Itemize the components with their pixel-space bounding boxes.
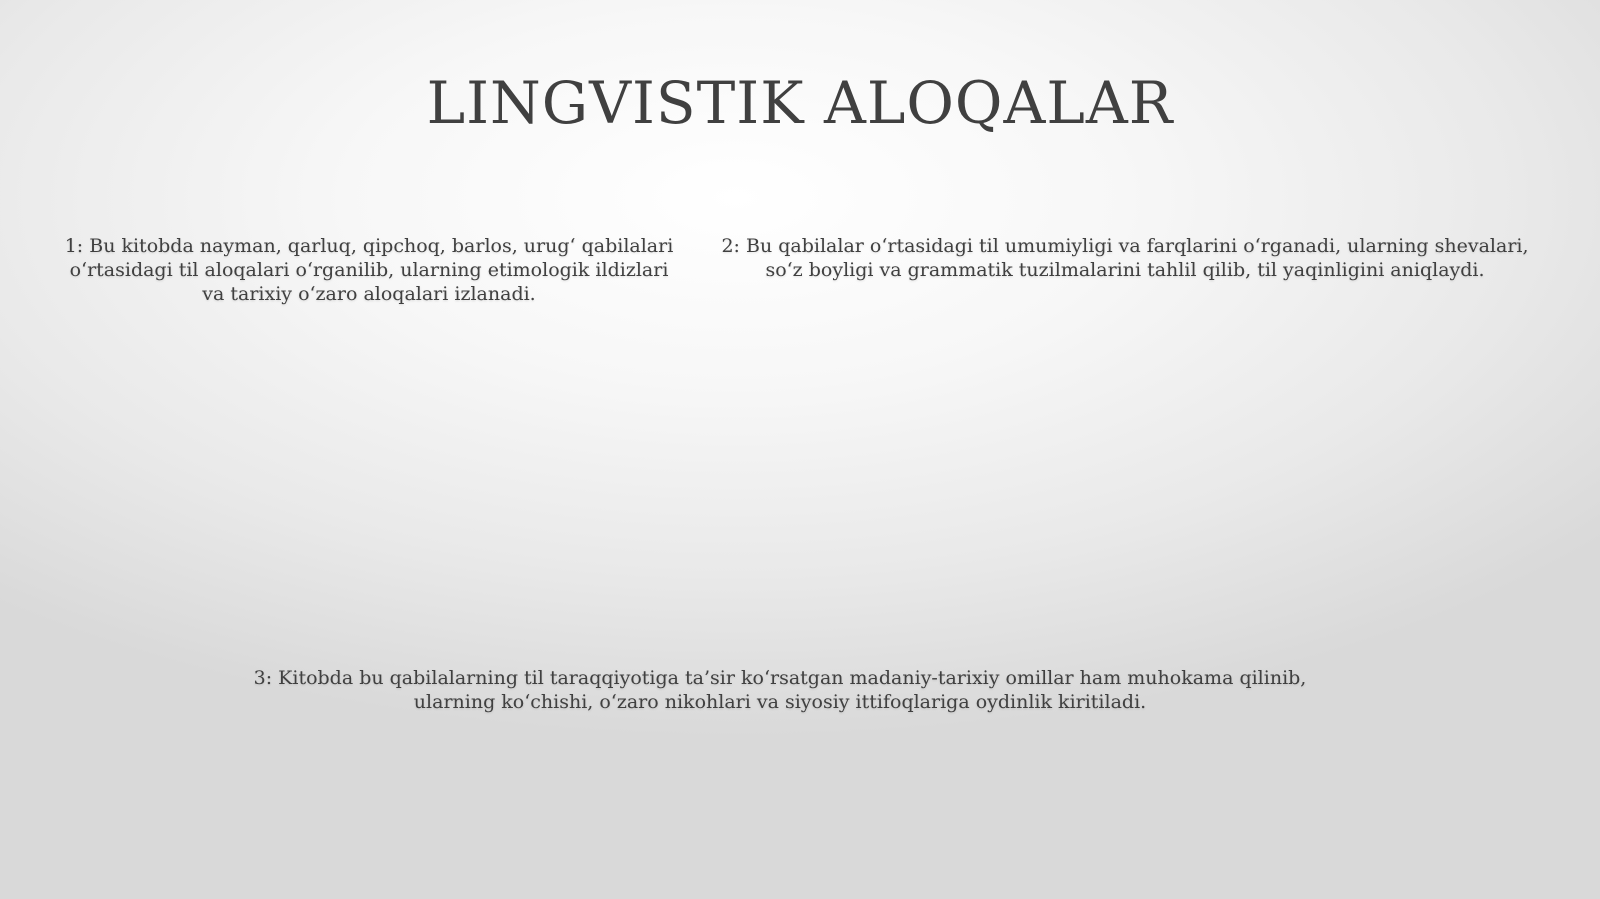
slide-text-point-1: 1: Bu kitobda nayman, qarluq, qipchoq, barlos, urug‘ qabilalari o‘rtasidagi til aloqalari o‘rganilib, ularning etimologik ildizlari va tarixiy o‘zaro aloqalari izlanadi. (64, 235, 674, 305)
slide-title: LINGVISTIK ALOQALAR (426, 69, 1174, 137)
slide-text-point-3: 3: Kitobda bu qabilalarning til taraqqiyotiga ta’sir ko‘rsatgan madaniy-tarixiy omillar ham muhokama qilinib, ularning ko‘chishi, o‘zaro nikohlari va siyosiy ittifoqlariga oydinlik kiritiladi. (253, 667, 1307, 713)
slide-text-point-2: 2: Bu qabilalar o‘rtasidagi til umumiyligi va farqlarini o‘rganadi, ularning shevalari, so‘z boyligi va grammatik tuzilmalarini tahlil qilib, til yaqinligini aniqlaydi. (721, 235, 1529, 281)
